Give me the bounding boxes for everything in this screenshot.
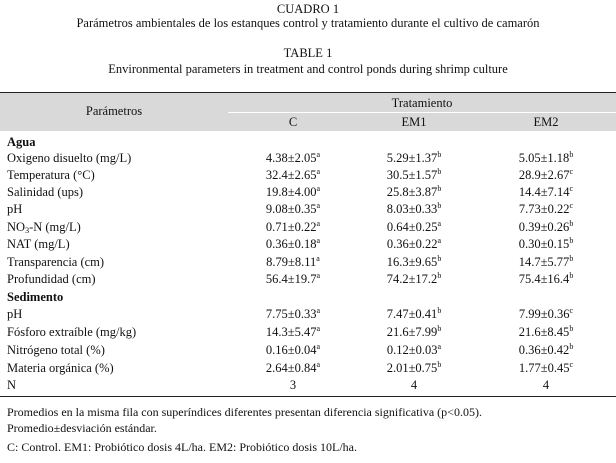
cell-value: 0.36±0.22 <box>386 237 438 251</box>
cell-em1 <box>354 325 474 340</box>
table-row <box>0 272 616 289</box>
significance-superscript: a <box>316 150 321 159</box>
cell-value: 7.73±0.22 <box>518 202 570 216</box>
caption-cuadro: CUADRO 1 <box>276 2 340 16</box>
cell-em2 <box>486 343 606 358</box>
cell-c <box>233 378 353 393</box>
cell-value: 0.39±0.26 <box>518 220 570 234</box>
significance-superscript: a <box>316 219 321 228</box>
row-label: Oxigeno disuelto (mg/L) <box>7 151 132 165</box>
row-label: Fósforo extraíble (mg/kg) <box>7 325 137 339</box>
cell-em2 <box>486 151 606 166</box>
footnote-legend: C: Control. EM1: Probiótico dosis 4L/ha. EM2: Probiótico dosis 10L/ha. <box>7 440 357 454</box>
row-label: Nitrógeno total (%) <box>7 343 105 357</box>
cell-value: 8.79±8.11 <box>266 255 317 269</box>
significance-superscript: b <box>437 254 442 263</box>
significance-superscript: b <box>569 150 574 159</box>
cell-value: 3 <box>289 378 297 392</box>
footnote-mean-sd: Promedio±desviación estándar. <box>7 421 157 435</box>
significance-superscript: b <box>437 184 442 193</box>
significance-superscript: b <box>437 360 442 369</box>
cell-em1 <box>354 185 474 200</box>
cell-value: 2.01±0.75 <box>386 361 438 375</box>
cell-em1 <box>354 378 474 393</box>
cell-value: 25.8±3.87 <box>386 185 438 199</box>
cell-c <box>233 325 353 340</box>
cell-value: 30.5±1.57 <box>386 168 438 182</box>
cell-value: 2.64±0.84 <box>265 361 317 375</box>
cell-value: 0.36±0.42 <box>518 343 570 357</box>
row-label-suffix: -N (mg/L) <box>29 220 81 234</box>
row-label: N <box>7 378 17 392</box>
significance-superscript: c <box>569 184 574 193</box>
treatment-divider <box>228 112 616 113</box>
cell-value: 21.6±7.99 <box>386 325 438 339</box>
significance-superscript: b <box>437 150 442 159</box>
cell-em2 <box>486 220 606 235</box>
cell-value: 0.36±0.18 <box>265 237 317 251</box>
cell-value: 14.4±7.14 <box>518 185 570 199</box>
cell-em1 <box>354 151 474 166</box>
significance-superscript: b <box>437 271 442 280</box>
row-label: Materia orgánica (%) <box>7 361 114 375</box>
cell-em2 <box>486 325 606 340</box>
cell-em1 <box>354 202 474 217</box>
cell-value: 32.4±2.65 <box>265 168 317 182</box>
caption-table-title: Environmental parameters in treatment and control ponds during shrimp culture <box>108 62 508 76</box>
cell-em1 <box>354 255 474 270</box>
cell-value: 14.7±5.77 <box>518 255 570 269</box>
significance-superscript: a <box>437 219 442 228</box>
cell-value: 9.08±0.35 <box>265 202 317 216</box>
cell-value: 19.8±4.00 <box>265 185 317 199</box>
cell-value: 7.99±0.36 <box>518 307 570 321</box>
section-agua: Agua <box>7 135 36 149</box>
cell-em2 <box>486 168 606 183</box>
significance-superscript: a <box>437 236 442 245</box>
cell-em1 <box>354 237 474 252</box>
significance-superscript: c <box>569 360 574 369</box>
significance-superscript: a <box>316 254 320 263</box>
significance-superscript: b <box>569 342 574 351</box>
caption-cuadro-title: Parámetros ambientales de los estanques control y tratamiento durante el cultivo de camarón <box>76 16 540 30</box>
table-row <box>0 185 616 202</box>
cell-c <box>233 361 353 376</box>
cell-value: 0.12±0.03 <box>386 343 438 357</box>
significance-superscript: a <box>437 342 442 351</box>
cell-value: 16.3±9.65 <box>386 255 438 269</box>
cell-em2 <box>486 255 606 270</box>
cell-value: 1.77±0.45 <box>518 361 570 375</box>
table-row <box>0 325 616 342</box>
row-label: Profundidad (cm) <box>7 272 96 286</box>
table-row <box>0 220 616 237</box>
cell-value: 14.3±5.47 <box>265 325 317 339</box>
cell-value: 75.4±16.4 <box>518 272 570 286</box>
cell-c <box>233 185 353 200</box>
column-header-c: C <box>288 115 298 129</box>
column-header-em2: EM2 <box>533 115 559 129</box>
cell-c <box>233 202 353 217</box>
significance-superscript: c <box>569 306 574 315</box>
row-label: Temperatura (°C) <box>7 168 95 182</box>
row-label-subscript: 3 <box>25 226 30 235</box>
table-row <box>0 168 616 185</box>
significance-superscript: b <box>569 271 574 280</box>
cell-em2 <box>486 202 606 217</box>
column-header-em1: EM1 <box>401 115 427 129</box>
cell-value: 4 <box>410 378 418 392</box>
significance-superscript: a <box>316 342 321 351</box>
cell-c <box>233 151 353 166</box>
table-row <box>0 202 616 219</box>
cell-value: 4.38±2.05 <box>265 151 317 165</box>
row-label <box>7 220 81 235</box>
table-row <box>0 361 616 378</box>
table-bottom-rule <box>0 396 616 397</box>
cell-value: 7.47±0.41 <box>386 307 438 321</box>
row-label: NAT (mg/L) <box>7 237 70 251</box>
cell-c <box>233 220 353 235</box>
significance-superscript: a <box>316 271 321 280</box>
significance-superscript: b <box>569 236 574 245</box>
cell-value: 21.6±8.45 <box>518 325 570 339</box>
cell-value: 8.03±0.33 <box>386 202 438 216</box>
significance-superscript: b <box>569 254 574 263</box>
caption-table: TABLE 1 <box>283 46 333 60</box>
significance-superscript: b <box>437 201 442 210</box>
significance-superscript: b <box>569 324 574 333</box>
cell-c <box>233 272 353 287</box>
cell-em2 <box>486 361 606 376</box>
cell-value: 0.64±0.25 <box>386 220 438 234</box>
cell-em1 <box>354 361 474 376</box>
cell-value: 28.9±2.67 <box>518 168 570 182</box>
row-label: pH <box>7 307 23 321</box>
cell-value: 56.4±19.7 <box>265 272 317 286</box>
table-row <box>0 255 616 272</box>
significance-superscript: a <box>316 306 321 315</box>
cell-c <box>233 237 353 252</box>
treatment-header: Tratamiento <box>391 96 453 110</box>
cell-value: 0.16±0.04 <box>265 343 317 357</box>
significance-superscript: a <box>316 360 321 369</box>
cell-em2 <box>486 307 606 322</box>
cell-value: 0.71±0.22 <box>265 220 317 234</box>
cell-em2 <box>486 185 606 200</box>
table-row <box>0 343 616 360</box>
cell-value: 7.75±0.33 <box>265 307 317 321</box>
footnote-significance: Promedios en la misma fila con superíndices diferentes presentan diferencia significativa (p<0.05). <box>7 405 482 419</box>
table-row <box>0 237 616 254</box>
significance-superscript: a <box>316 236 321 245</box>
significance-superscript: b <box>437 324 442 333</box>
row-label: Transparencia (cm) <box>7 255 105 269</box>
cell-em1 <box>354 220 474 235</box>
significance-superscript: b <box>569 219 574 228</box>
significance-superscript: c <box>569 201 574 210</box>
significance-superscript: b <box>437 306 442 315</box>
cell-value: 74.2±17.2 <box>386 272 438 286</box>
cell-value: 5.05±1.18 <box>518 151 570 165</box>
cell-c <box>233 168 353 183</box>
cell-em1 <box>354 343 474 358</box>
row-label: pH <box>7 202 23 216</box>
cell-em1 <box>354 307 474 322</box>
cell-em2 <box>486 272 606 287</box>
table-row <box>0 378 616 395</box>
cell-em1 <box>354 272 474 287</box>
significance-superscript: a <box>316 167 321 176</box>
cell-em2 <box>486 237 606 252</box>
cell-c <box>233 307 353 322</box>
significance-superscript: a <box>316 184 321 193</box>
row-label-prefix: NO <box>7 220 26 234</box>
cell-value: 4 <box>542 378 550 392</box>
cell-c <box>233 255 353 270</box>
cell-c <box>233 343 353 358</box>
significance-superscript: b <box>437 167 442 176</box>
parameters-header: Parámetros <box>85 104 143 118</box>
table-row <box>0 151 616 168</box>
significance-superscript: c <box>569 167 574 176</box>
cell-value: 0.30±0.15 <box>518 237 570 251</box>
cell-value: 5.29±1.37 <box>386 151 438 165</box>
table-row <box>0 307 616 324</box>
section-sedimento: Sedimento <box>7 290 64 304</box>
cell-em2 <box>486 378 606 393</box>
significance-superscript: a <box>316 201 321 210</box>
significance-superscript: a <box>316 324 321 333</box>
row-label: Salinidad (ups) <box>7 185 84 199</box>
cell-em1 <box>354 168 474 183</box>
